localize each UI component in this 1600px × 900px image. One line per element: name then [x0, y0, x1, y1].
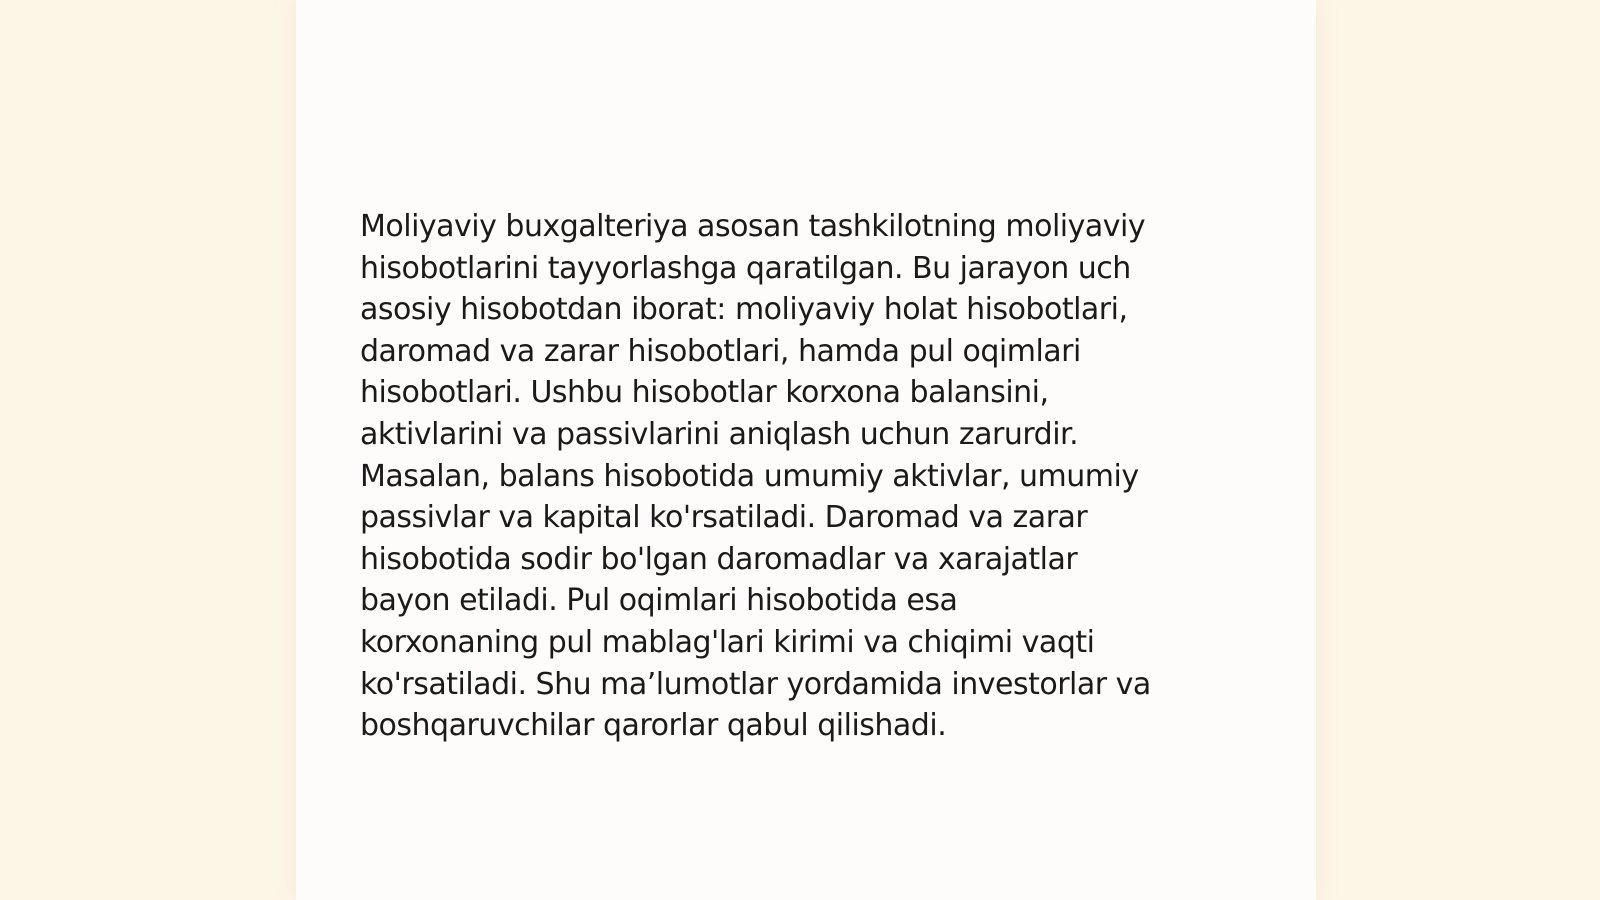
paragraph-line: passivlar va kapital ko'rsatiladi. Daromad va zarar [360, 500, 1088, 536]
paragraph-line: ko'rsatiladi. Shu ma’lumotlar yordamida investorlar va [360, 666, 1151, 702]
paragraph-line: asosiy hisobotdan iborat: moliyaviy holat hisobotlari, [360, 292, 1128, 328]
paragraph-line: bayon etiladi. Pul oqimlari hisobotida esa [360, 583, 958, 619]
paragraph-line: hisobotlarini tayyorlashga qaratilgan. Bu jarayon uch [360, 250, 1131, 286]
paragraph-line: boshqaruvchilar qarorlar qabul qilishadi. [360, 708, 947, 744]
right-margin-background [1316, 0, 1600, 900]
paragraph-line: Moliyaviy buxgalteriya asosan tashkilotning moliyaviy [360, 209, 1146, 244]
paragraph-line: daromad va zarar hisobotlari, hamda pul oqimlari [360, 333, 1081, 369]
paragraph-line: korxonaning pul mablag'lari kirimi va chiqimi vaqti [360, 624, 1095, 660]
paragraph-line: aktivlarini va passivlarini aniqlash uchun zarurdir. [360, 416, 1079, 452]
paragraph-line: hisobotlari. Ushbu hisobotlar korxona balansini, [360, 375, 1049, 411]
body-paragraph [360, 206, 1260, 747]
left-margin-background [0, 0, 296, 900]
document-page [296, 0, 1316, 900]
paragraph-line: Masalan, balans hisobotida umumiy aktivlar, umumiy [360, 458, 1139, 494]
paragraph-line: hisobotida sodir bo'lgan daromadlar va xarajatlar [360, 541, 1078, 577]
